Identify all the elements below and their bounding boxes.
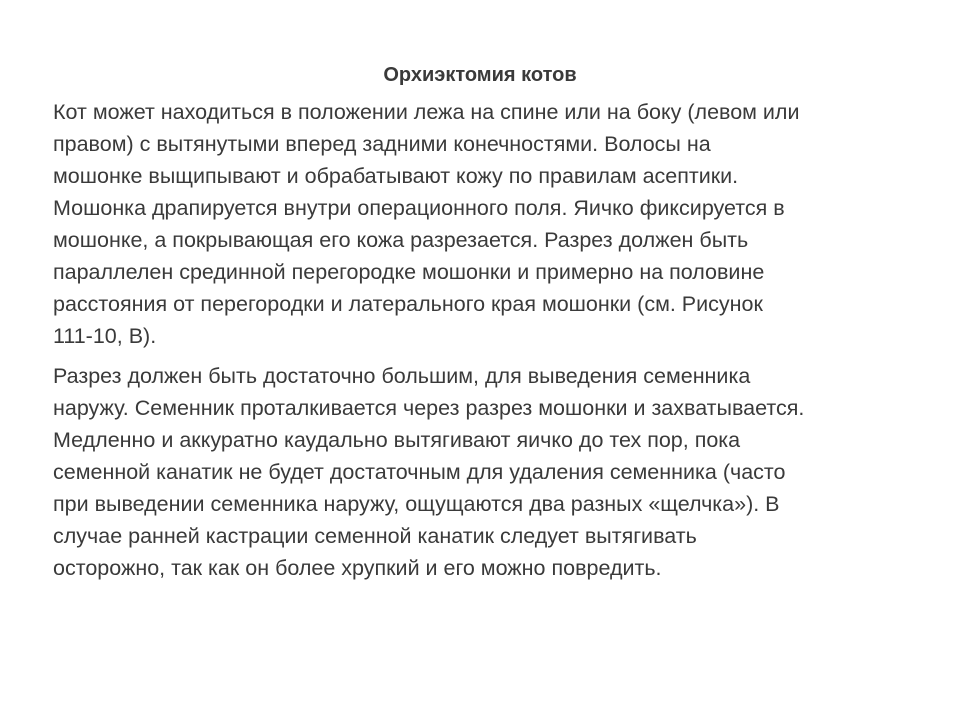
text-line: наружу. Семенник проталкивается через разрез мошонки и захватывается. <box>53 396 805 420</box>
paragraph-2 <box>53 360 917 584</box>
text-line: параллелен срединной перегородке мошонки и примерно на половине <box>53 260 765 284</box>
text-line: Кот может находиться в положении лежа на спине или на боку (левом или <box>53 100 800 124</box>
slide-body <box>53 96 917 592</box>
text-line: правом) с вытянутыми вперед задними конечностями. Волосы на <box>53 132 711 156</box>
text-line: осторожно, так как он более хрупкий и его можно повредить. <box>53 556 662 580</box>
text-line: семенной канатик не будет достаточным для удаления семенника (часто <box>53 460 786 484</box>
text-line: случае ранней кастрации семенной канатик следует вытягивать <box>53 524 697 548</box>
text-line: Разрез должен быть достаточно большим, для выведения семенника <box>53 364 751 388</box>
text-line: Медленно и аккуратно каудально вытягивают яичко до тех пор, пока <box>53 428 741 452</box>
text-line: 111-10, В). <box>53 324 157 348</box>
text-line: мошонке, а покрывающая его кожа разрезается. Разрез должен быть <box>53 228 749 252</box>
text-line: мошонке выщипывают и обрабатывают кожу по правилам асептики. <box>53 164 739 188</box>
paragraph-1 <box>53 96 917 352</box>
text-line: Мошонка драпируется внутри операционного поля. Яичко фиксируется в <box>53 196 785 220</box>
text-line: расстояния от перегородки и латерального края мошонки (см. Рисунок <box>53 292 763 316</box>
text-line: при выведении семенника наружу, ощущаются два разных «щелчка»). В <box>53 492 780 516</box>
slide-title: Орхиэктомия котов <box>383 64 577 86</box>
